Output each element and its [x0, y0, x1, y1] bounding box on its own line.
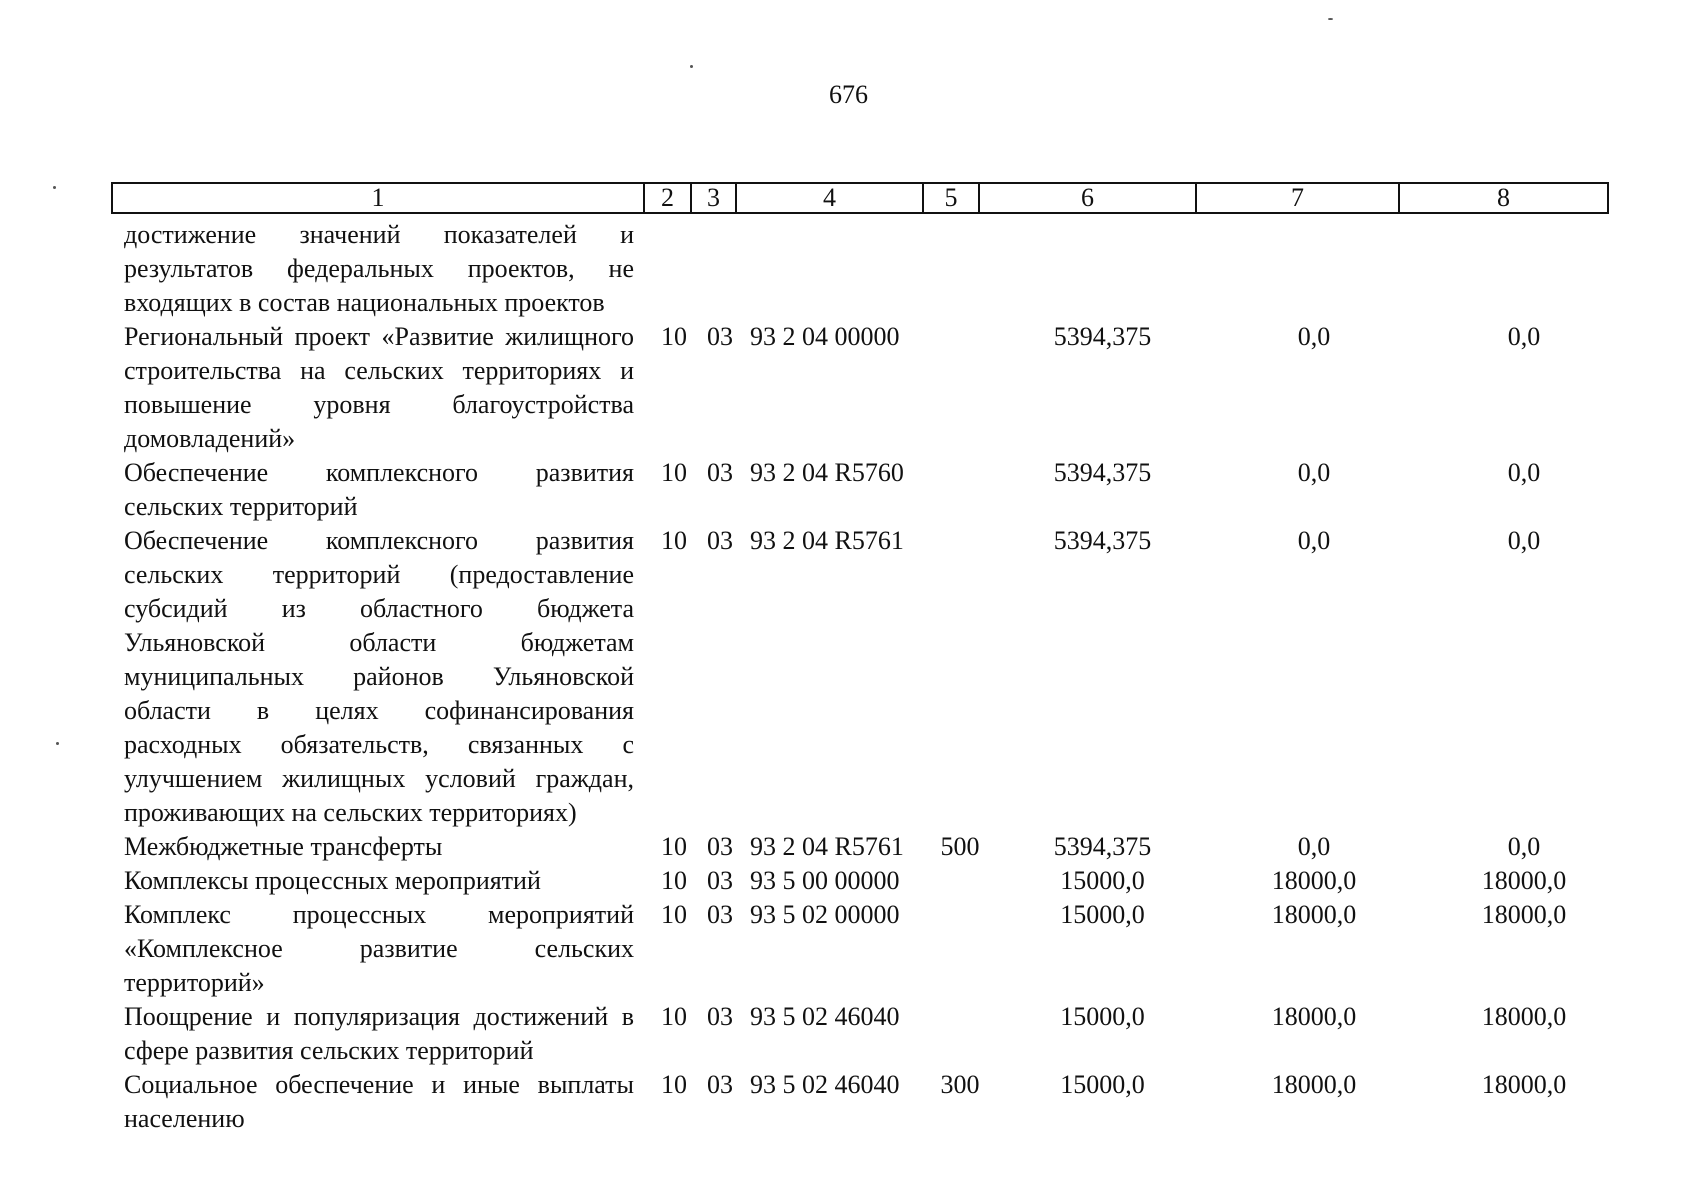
cell-amount-col8: 0,0 — [1507, 832, 1541, 861]
row-name: Комплекс процессных мероприятий «Комплексное развитие сельских территорий» — [124, 900, 634, 997]
table-row — [124, 320, 1594, 456]
cell-amount-col7: 0,0 — [1297, 322, 1331, 351]
table-row — [124, 898, 1594, 1000]
column-header: 4 — [737, 184, 924, 212]
row-name: Региональный проект «Развитие жилищного строительства на сельских территориях и повышение уровня благоустройства домовладений» — [124, 322, 634, 453]
cell-target-code: 93 2 04 R5760 — [750, 458, 904, 487]
cell-target-code: 93 2 04 R5761 — [750, 526, 904, 555]
cell-section: 10 — [661, 1002, 687, 1031]
cell-amount-col6: 15000,0 — [1060, 1070, 1145, 1099]
row-name: Межбюджетные трансферты — [124, 832, 443, 861]
row-name: Обеспечение комплексного развития сельских территорий (предоставление субсидий из областного бюджета Ульяновской области бюджетам муниципальных районов Ульяновской области в целях софинансирования расходных обязательств, связанных с улучшением жилищных условий граждан, проживающих на сельских территориях) — [124, 526, 634, 827]
column-header: 7 — [1197, 184, 1400, 212]
row-name: достижение значений показателей и результатов федеральных проектов, не входящих в состав национальных проектов — [124, 220, 634, 317]
cell-subsection: 03 — [707, 1070, 733, 1099]
cell-amount-col6: 5394,375 — [1053, 832, 1152, 861]
table-row — [124, 456, 1594, 524]
row-name: Обеспечение комплексного развития сельских территорий — [124, 458, 634, 521]
cell-amount-col7: 0,0 — [1297, 526, 1331, 555]
cell-amount-col6: 15000,0 — [1060, 866, 1145, 895]
cell-amount-col6: 5394,375 — [1053, 322, 1152, 351]
page-number: 676 — [829, 80, 868, 109]
cell-target-code: 93 2 04 00000 — [750, 322, 900, 351]
column-header: 1 — [113, 184, 645, 212]
cell-subsection: 03 — [707, 866, 733, 895]
cell-amount-col6: 5394,375 — [1053, 526, 1152, 555]
cell-subsection: 03 — [707, 458, 733, 487]
table-row — [124, 524, 1594, 830]
cell-section: 10 — [661, 526, 687, 555]
row-name: Поощрение и популяризация достижений в сфере развития сельских территорий — [124, 1002, 634, 1065]
scan-speck — [56, 742, 59, 745]
cell-section: 10 — [661, 458, 687, 487]
cell-subsection: 03 — [707, 526, 733, 555]
cell-amount-col8: 0,0 — [1507, 322, 1541, 351]
column-header: 6 — [980, 184, 1197, 212]
cell-amount-col7: 18000,0 — [1271, 866, 1357, 895]
table-row — [124, 218, 1594, 320]
cell-target-code: 93 2 04 R5761 — [750, 832, 904, 861]
cell-amount-col7: 18000,0 — [1271, 900, 1357, 929]
table-row — [124, 830, 1594, 864]
cell-amount-col6: 5394,375 — [1053, 458, 1152, 487]
cell-amount-col7: 18000,0 — [1271, 1070, 1357, 1099]
cell-subsection: 03 — [707, 322, 733, 351]
table-row — [124, 1068, 1594, 1136]
scan-speck — [53, 186, 56, 189]
column-header: 3 — [692, 184, 737, 212]
cell-amount-col7: 0,0 — [1297, 832, 1331, 861]
table-column-header-row — [111, 182, 1609, 214]
row-name: Социальное обеспечение и иные выплаты населению — [124, 1070, 634, 1133]
cell-subsection: 03 — [707, 832, 733, 861]
cell-amount-col8: 0,0 — [1507, 458, 1541, 487]
cell-amount-col8: 18000,0 — [1481, 866, 1567, 895]
column-header: 8 — [1497, 183, 1510, 212]
cell-target-code: 93 5 02 46040 — [750, 1070, 900, 1099]
cell-amount-col6: 15000,0 — [1060, 900, 1145, 929]
scan-speck — [1328, 18, 1333, 20]
cell-target-code: 93 5 02 46040 — [750, 1002, 900, 1031]
cell-amount-col8: 18000,0 — [1481, 1002, 1567, 1031]
cell-section: 10 — [661, 866, 687, 895]
cell-section: 10 — [661, 1070, 687, 1099]
cell-amount-col7: 0,0 — [1297, 458, 1331, 487]
cell-section: 10 — [661, 832, 687, 861]
row-name: Комплексы процессных мероприятий — [124, 866, 541, 895]
table-row — [124, 1000, 1594, 1068]
cell-amount-col8: 18000,0 — [1481, 1070, 1567, 1099]
cell-amount-col7: 18000,0 — [1271, 1002, 1357, 1031]
cell-subsection: 03 — [707, 1002, 733, 1031]
cell-section: 10 — [661, 900, 687, 929]
table-row — [124, 864, 1594, 898]
cell-expense-type: 300 — [940, 1070, 980, 1099]
cell-target-code: 93 5 00 00000 — [750, 866, 900, 895]
cell-expense-type: 500 — [940, 832, 980, 861]
cell-section: 10 — [661, 322, 687, 351]
cell-target-code: 93 5 02 00000 — [750, 900, 900, 929]
cell-amount-col6: 15000,0 — [1060, 1002, 1145, 1031]
cell-amount-col8: 18000,0 — [1481, 900, 1567, 929]
table-body — [124, 218, 1594, 1136]
scan-speck — [690, 65, 693, 68]
cell-subsection: 03 — [707, 900, 733, 929]
column-header: 2 — [645, 184, 692, 212]
column-header: 5 — [924, 184, 980, 212]
cell-amount-col8: 0,0 — [1507, 526, 1541, 555]
